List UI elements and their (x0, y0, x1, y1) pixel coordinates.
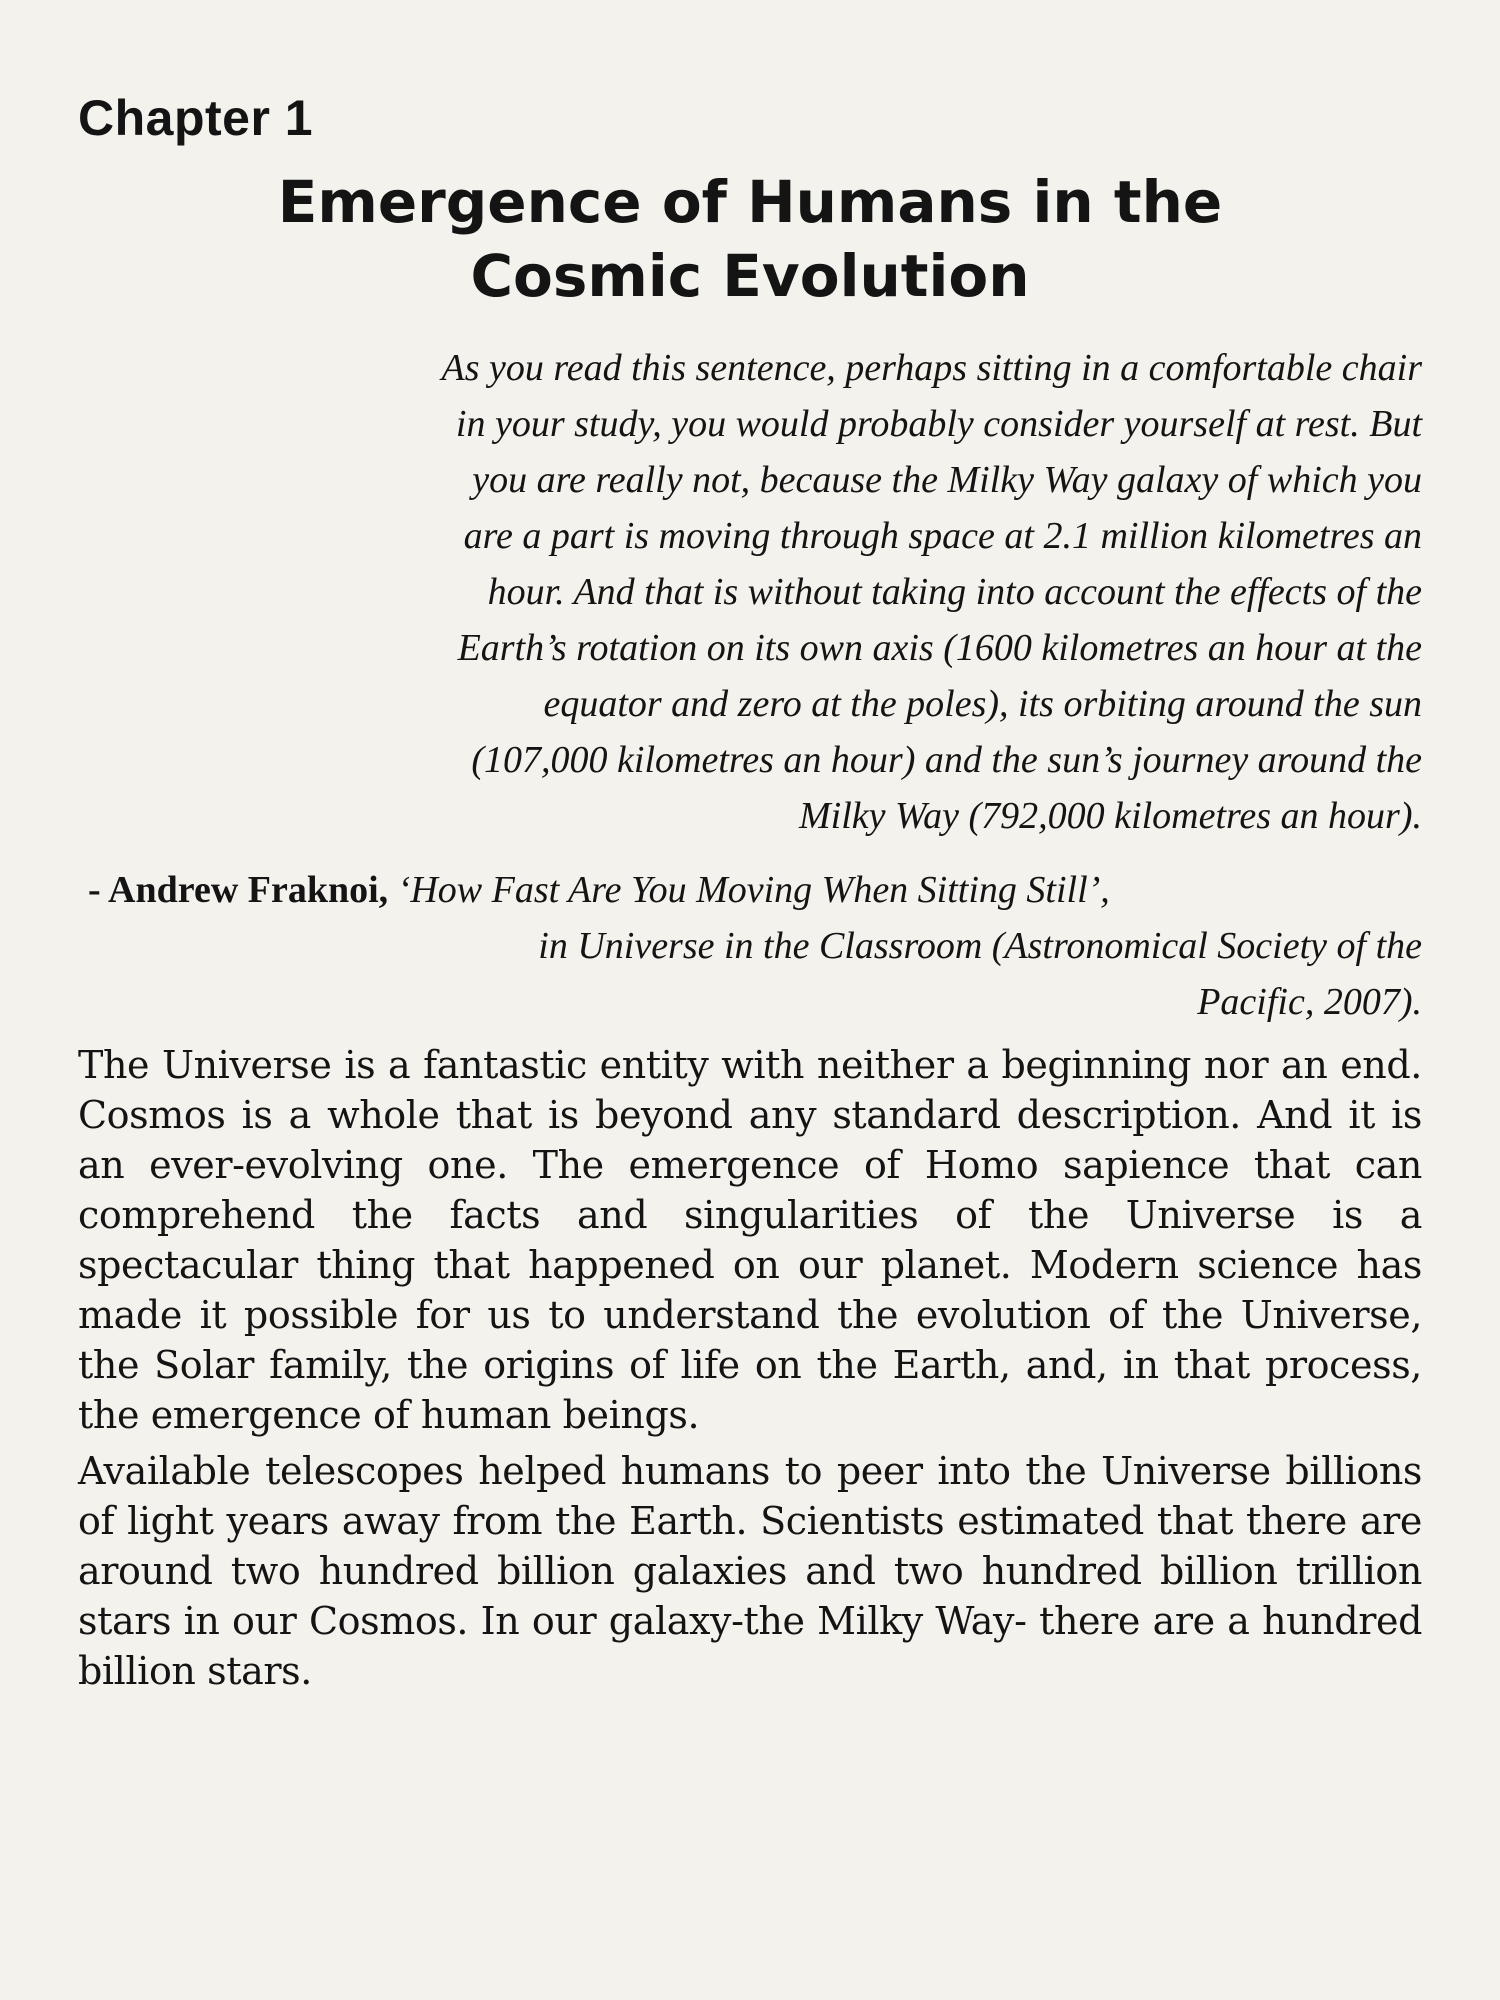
epigraph-line: in your study, you would probably consider yourself at rest. But (455, 403, 1422, 445)
epigraph-line: are a part is moving through space at 2.1 million kilometres an (463, 515, 1422, 557)
epigraph-line: Earth’s rotation on its own axis (1600 kilometres an hour at the (457, 627, 1422, 669)
chapter-label: Chapter 1 (78, 90, 314, 146)
chapter-body (78, 1040, 1422, 1702)
chapter-title-line-1: Emergence of Humans in the (277, 168, 1223, 236)
attribution-line: in Universe in the Classroom (Astronomical Society of the (538, 925, 1422, 967)
epigraph (110, 340, 1422, 844)
epigraph-line: (107,000 kilometres an hour) and the sun’s journey around the (471, 739, 1422, 781)
epigraph-line: Milky Way (792,000 kilometres an hour). (798, 795, 1422, 837)
body-paragraph-1: The Universe is a fantastic entity with neither a beginning nor an end. Cosmos is a whole that is beyond any standard description. And it is an ever-evolving one. The emergence of Homo sapience that can comprehend the facts and singularities of the Universe is a spectacular thing that happened on our planet. Modern science has made it possible for us to understand the evolution of the Universe, the Solar family, the origins of life on the Earth, and, in that process, the emergence of human beings. (78, 1043, 1422, 1437)
epigraph-line: equator and zero at the poles), its orbiting around the sun (543, 683, 1422, 725)
attribution-author: - Andrew Fraknoi, (88, 869, 389, 911)
attribution-work-title: ‘How Fast Are You Moving When Sitting Still’, (397, 869, 1110, 911)
epigraph-attribution (88, 862, 1422, 1030)
attribution-line: Pacific, 2007). (1197, 981, 1422, 1023)
epigraph-line: As you read this sentence, perhaps sitting in a comfortable chair (441, 347, 1422, 389)
epigraph-line: you are really not, because the Milky Way galaxy of which you (472, 459, 1422, 501)
chapter-title-line-2: Cosmic Evolution (470, 242, 1030, 310)
epigraph-line: hour. And that is without taking into account the effects of the (487, 571, 1422, 613)
chapter-title (200, 165, 1300, 313)
attribution-line (88, 862, 1422, 918)
body-paragraph-2: Available telescopes helped humans to peer into the Universe billions of light years away from the Earth. Scientists estimated that there are around two hundred billion galaxies and two hundred billion trillion stars in our Cosmos. In our galaxy-the Milky Way- there are a hundred billion stars. (78, 1449, 1422, 1693)
